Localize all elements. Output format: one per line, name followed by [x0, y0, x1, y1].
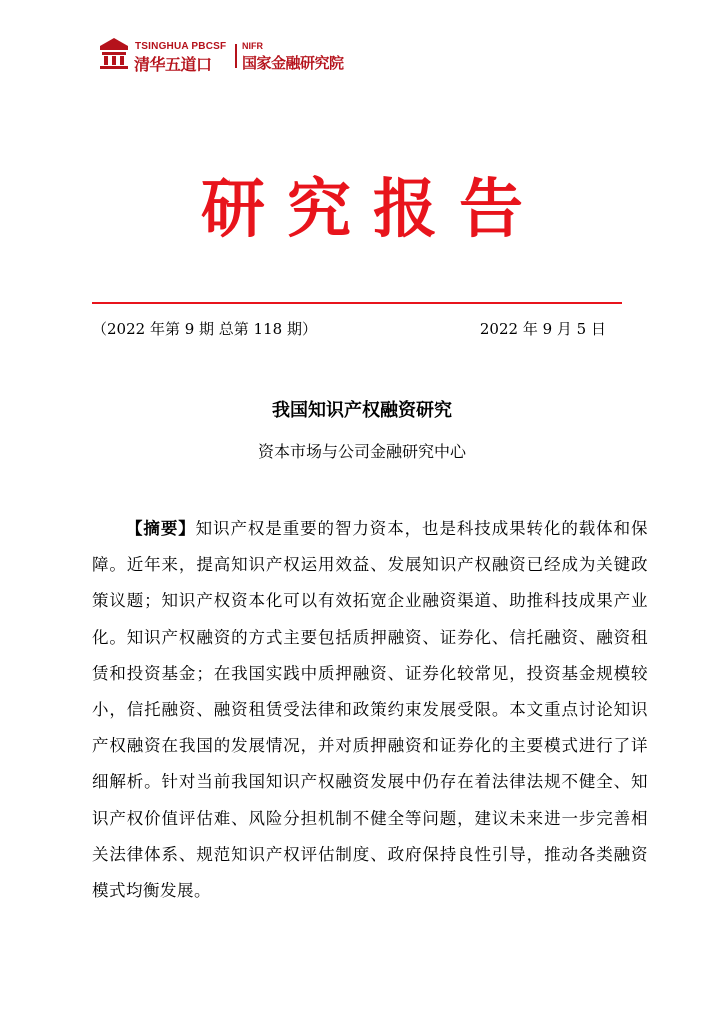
pbcsf-emblem-icon: [97, 36, 131, 70]
abstract-text: 知识产权是重要的智力资本，也是科技成果转化的载体和保障。近年来，提高知识产权运用效益、发展知识产权融资已经成为关键政策议题；知识产权资本化可以有效拓宽企业融资渠道、助推科技成果产业化。知识产权融资的方式主要包括质押融资、证券化、信托融资、融资租赁和投资基金；在我国实践中质押融资、证券化较常见，投资基金规模较小，信托融资、融资租赁受法律和政策约束发展受限。本文重点讨论知识产权融资在我国的发展情况，并对质押融资和证券化的主要模式进行了详细解析。针对当前我国知识产权融资发展中仍存在着法律法规不健全、知识产权价值评估难、风险分担机制不健全等问题，建议未来进一步完善相关法律体系、规范知识产权评估制度、政府保持良性引导，推动各类融资模式均衡发展。: [92, 519, 649, 901]
logo-chinese-name: 清华五道口: [134, 55, 212, 74]
abstract-label: 【摘要】: [126, 519, 196, 538]
abstract-paragraph: [92, 511, 648, 909]
logo-divider: [235, 44, 237, 68]
issue-number: （2022 年第 9 期 总第 118 期）: [92, 320, 317, 338]
nifr-chinese-name: 国家金融研究院: [242, 54, 344, 72]
header-logo: [97, 36, 377, 76]
publish-date: 2022 年 9 月 5 日: [479, 320, 606, 338]
article-title: 我国知识产权融资研究: [272, 400, 452, 421]
article-author: 资本市场与公司金融研究中心: [257, 442, 466, 461]
title-divider: [92, 302, 622, 304]
nifr-english-name: NIFR: [242, 41, 263, 51]
logo-english-name: TSINGHUA PBCSF: [135, 41, 227, 52]
report-title: 研究报告: [201, 172, 545, 247]
